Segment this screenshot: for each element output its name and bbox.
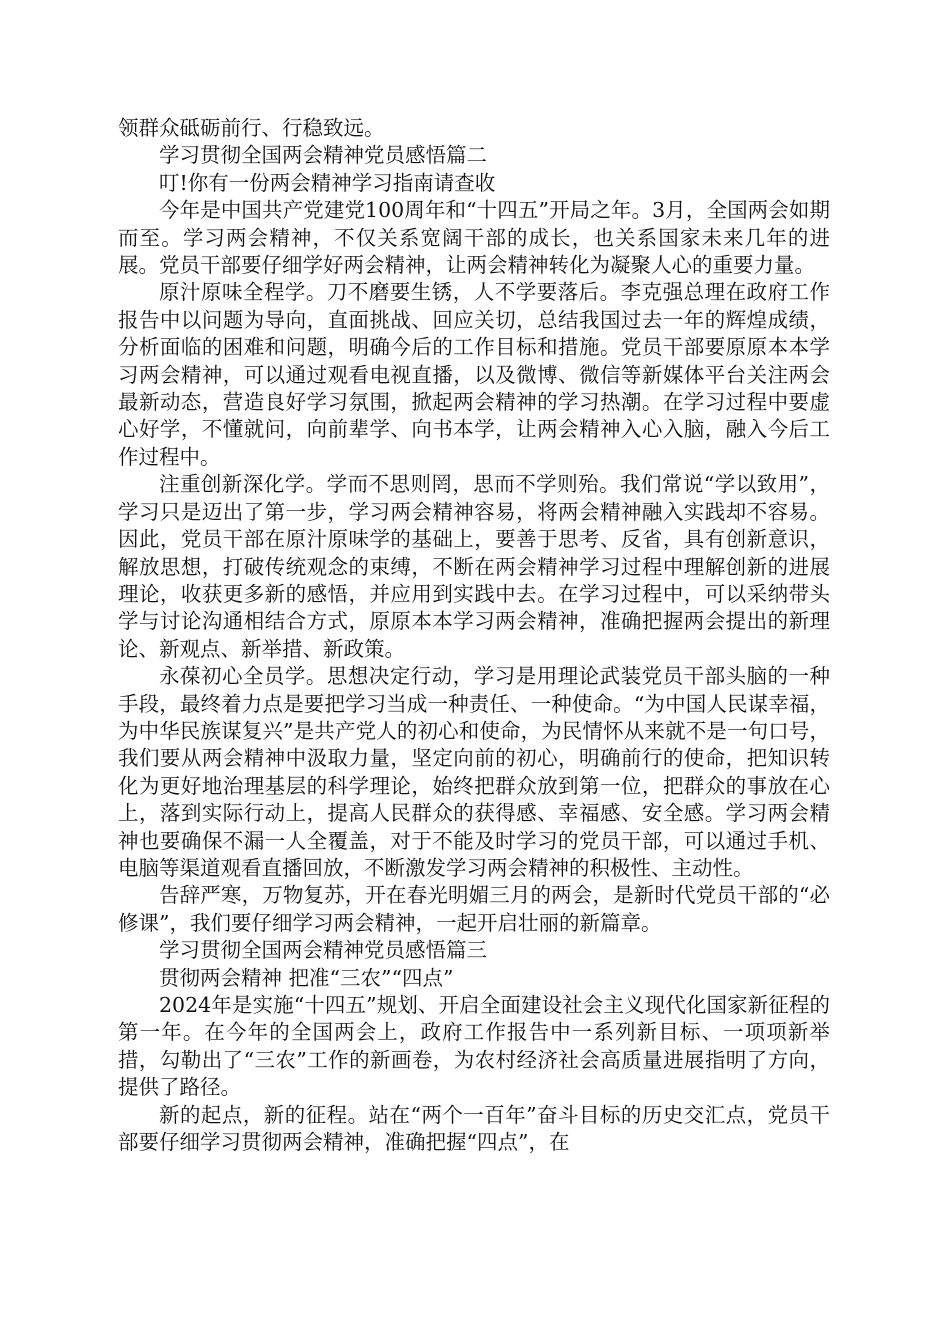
paragraph: 新的起点，新的征程。站在“两个一百年”奋斗目标的历史交汇点，党员干部要仔细学习贯彻两会精神，准确把握“四点”，在 — [118, 1102, 830, 1155]
section-title-part-three: 学习贯彻全国两会精神党员感悟篇三 — [159, 938, 487, 963]
section-title-part-two: 学习贯彻全国两会精神党员感悟篇二 — [159, 143, 487, 168]
article-title-part-two: 叮!你有一份两会精神学习指南请查收 — [159, 170, 496, 195]
paragraph-continuation: 领群众砥砺前行、行稳致远。 — [118, 116, 385, 140]
document-body — [118, 115, 830, 1156]
paragraph: 永葆初心全员学。思想决定行动，学习是用理论武装党员干部头脑的一种手段，最终着力点是要把学习当成一种责任、一种使命。“为中国人民谋幸福，为中华民族谋复兴”是共产党人的初心和使命，为民情怀从来就不是一句口号，我们要从两会精神中汲取力量，坚定向前的初心，明确前行的使命，把知识转化为更好地治理基层的科学理论，始终把群众放到第一位，把群众的事放在心上，落到实际行动上，提高人民群众的获得感、幸福感、安全感。学习两会精神也要确保不漏一人全覆盖，对于不能及时学习的党员干部，可以通过手机、电脑等渠道观看直播回放，不断激发学习两会精神的积极性、主动性。 — [118, 664, 830, 880]
paragraph: 2024年是实施“十四五”规划、开启全面建设社会主义现代化国家新征程的第一年。在今年的全国两会上，政府工作报告中一系列新目标、一项项新举措，勾勒出了“三农”工作的新画卷，为农村经济社会高质量进展指明了方向，提供了路径。 — [118, 993, 830, 1100]
paragraph: 告辞严寒，万物复苏，开在春光明媚三月的两会，是新时代党员干部的“必修课”，我们要仔细学习两会精神，一起开启壮丽的新篇章。 — [118, 883, 830, 935]
paragraph: 今年是中国共产党建党100周年和“十四五”开局之年。3月，全国两会如期而至。学习两会精神，不仅关系宽阔干部的成长，也关系国家未来几年的进展。党员干部要仔细学好两会精神，让两会精神转化为凝聚人心的重要力量。 — [118, 198, 830, 278]
article-title-part-three: 贯彻两会精神 把准“三农”“四点” — [159, 965, 454, 990]
paragraph: 原汁原味全程学。刀不磨要生锈，人不学要落后。李克强总理在政府工作报告中以问题为导向，直面挑战、回应关切，总结我国过去一年的辉煌成绩，分析面临的困难和问题，明确今后的工作目标和措施。党员干部要原原本本学习两会精神，可以通过观看电视直播，以及微博、微信等新媒体平台关注两会最新动态，营造良好学习氛围，掀起两会精神的学习热潮。在学习过程中要虚心好学，不懂就问，向前辈学、向书本学，让两会精神入心入脑，融入今后工作过程中。 — [118, 280, 830, 469]
paragraph: 注重创新深化学。学而不思则罔，思而不学则殆。我们常说“学以致用”，学习只是迈出了第一步，学习两会精神容易，将两会精神融入实践却不容易。因此，党员干部在原汁原味学的基础上，要善于思考、反省，具有创新意识，解放思想，打破传统观念的束缚，不断在两会精神学习过程中理解创新的进展理论，收获更多新的感悟，并应用到实践中去。在学习过程中，可以采纳带头学与讨论沟通相结合方式，原原本本学习两会精神，准确把握两会提出的新理论、新观点、新举措、新政策。 — [118, 472, 830, 661]
